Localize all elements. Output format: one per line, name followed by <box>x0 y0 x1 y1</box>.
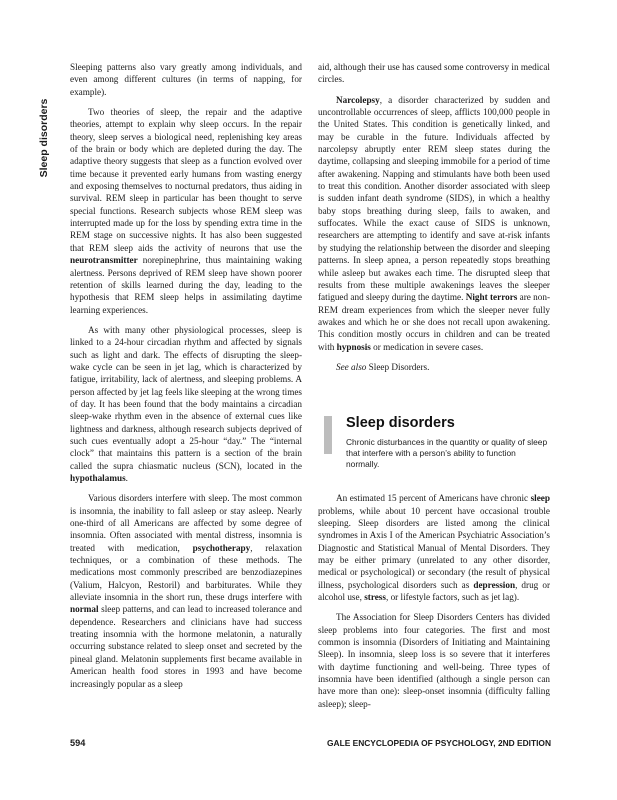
see-also <box>336 361 550 373</box>
cross-reference-term[interactable]: psychotherapy <box>192 542 251 553</box>
page-footer <box>70 738 551 752</box>
text-run: Two theories of sleep, the repair and the adaptive theories, attempt to explain why sleep occurs. In the repair theory, sleep serves a biological need, replenishing key areas of the brain or body which are depleted during the day. The adaptive theory suggests that sleep as a function evolved over time because it prevented early humans from wasting energy and exposing themselves to nocturnal predators, thus aiding in survival. REM sleep in particular has been thought to serve special functions. Research subjects whose REM sleep was interrupted made up for the loss by spending extra time in the REM stage on successive nights. It has also been suggested that REM sleep aids the activity of neurons that use the <box>70 107 302 253</box>
text-run: , or lifestyle factors, such as jet lag). <box>385 592 520 602</box>
paragraph <box>70 106 302 316</box>
text-run: . <box>125 473 128 483</box>
running-head <box>36 98 52 178</box>
text-run: Sleeping patterns also vary greatly among individuals, and even among different cultures (in terms of napping, for example). <box>70 62 302 97</box>
entry-definition: Chronic disturbances in the quantity or quality of sleep that interfere with a person’s ability to function normally. <box>346 437 548 470</box>
text-run: , a disorder characterized by sudden and uncontrollable occurrences of sleep, afflicts 100,000 people in the United States. This condition is genetically linked, and may be curable in the future. Individuals affected by narcolepsy abruptly enter REM sleep states during the daytime, collapsing and sleeping immobile for a period of time after awakening. Napping and stimulants have both been used to treat this condition. Another disorder associated with sleep is sudden infant death syndrome (SIDS), in which a healthy baby stops breathing during sleep, fails to awaken, and suffocates. While the exact cause of SIDS is unknown, researchers are attempting to identify and save at-risk infants by studying the relationship between the disorder and sleeping patterns. In sleep apnea, a person repeatedly stops breathing while asleep but awakes each time. The disrupted sleep that results from these multiple awakenings leaves the sleeper fatigued and sleepy during the daytime. <box>318 94 550 303</box>
entry-title: Sleep disorders <box>346 415 455 432</box>
text-run: , relaxation techniques, or a combination of these methods. The medications most commonly prescribed are benzodiazepines (Valium, Halcyon, Restoril) and barbiturates. While they alleviate insomnia in the short run, these drugs interfere with <box>70 542 303 603</box>
cross-reference-term[interactable]: Night terrors <box>465 292 518 303</box>
paragraph <box>318 492 550 603</box>
text-run: or medication in severe cases. <box>370 341 484 352</box>
text-run: An estimated 15 percent of Americans have chronic <box>336 493 531 504</box>
right-column-bottom <box>318 492 550 710</box>
page-number: 594 <box>70 738 86 748</box>
see-also-label: See also <box>336 361 367 372</box>
right-column <box>318 61 550 718</box>
text-run: sleep patterns, and can lead to increased tolerance and dependence. Researchers and clinicians have had success treating insomnia with the hormone melatonin, a naturally occurring substance related to sleep onset and secreted by the pineal gland. Melatonin supplements first became available in American health food stores in 1993 and have become increasingly popular as a sleep <box>70 604 302 689</box>
cross-reference-term[interactable]: normal <box>70 604 99 615</box>
publication-title: GALE ENCYCLOPEDIA OF PSYCHOLOGY, 2ND EDITION <box>327 738 551 748</box>
paragraph <box>70 324 302 484</box>
text-run: , drug or alcohol use, <box>318 579 551 602</box>
text-run: problems, while about 10 percent have occasional trouble sleeping. Sleep disorders are listed among the clinical syndromes in Axis I of the American Psychiatric Association’s Diagnostic and Statistical Manual of Mental Disorders. They may be either primary (unrelated to any other disorder, medical or psychological) or secondary (the result of physical illness, psychological disorders such as <box>318 505 550 590</box>
paragraph <box>70 492 302 690</box>
paragraph <box>70 61 302 98</box>
text-run: As with many other physiological processes, sleep is linked to a 24-hour circadian rhythm and affected by signals such as light and dark. The effects of disrupting the sleep-wake cycle can be seen in jet lag, which is characterized by fatigue, irritability, lack of alertness, and sleeping problems. A person affected by jet lag feels like sleeping at the wrong times of day. It has been found that the body maintains a circadian sleep-wake rhythm even in the absence of external cues like lightness and darkness, although research subjects deprived of such cues eventually adopt a 25-hour “day.” The “internal clock” that maintains this pattern is a section of the brain called the supra chiasmatic nucleus (SCN), located in the <box>70 324 302 471</box>
cross-reference-term[interactable]: hypothalamus <box>70 473 126 483</box>
entry-marker-bar <box>324 416 332 454</box>
paragraph <box>318 61 550 86</box>
cross-reference-term[interactable]: depression <box>473 579 516 590</box>
cross-reference-term[interactable]: stress <box>364 592 386 602</box>
entry-header <box>318 413 550 470</box>
cross-reference-term[interactable]: Narcolepsy <box>336 94 380 105</box>
see-also-target[interactable]: Sleep Disorders. <box>366 361 430 372</box>
cross-reference-term[interactable]: neurotransmitter <box>70 255 138 266</box>
running-head-text: Sleep disorders <box>38 98 50 178</box>
text-run: The Association for Sleep Disorders Centers has divided sleep problems into four categories. The first and most common is insomnia (Disorders of Initiating and Maintaining Sleep). In insomnia, sleep loss is so severe that it interferes with daytime functioning and well-being. Three types of insomnia have been identified (although a single person can have more than one): sleep-onset insomnia (difficulty falling asleep); sleep- <box>318 612 550 709</box>
text-run: Various disorders interfere with sleep. The most common is insomnia, the inability to fall asleep or stay asleep. Nearly one-third of all Americans are affected by some degree of insomnia. Often associated with mental distress, insomnia is treated with medication, <box>70 493 302 553</box>
left-column <box>70 61 302 698</box>
cross-reference-term[interactable]: sleep <box>530 493 550 504</box>
paragraph <box>318 94 550 353</box>
cross-reference-term[interactable]: hypnosis <box>336 341 371 352</box>
right-column-top <box>318 61 550 353</box>
text-run: norepinephrine, thus maintaining waking alertness. Persons deprived of REM sleep have shown poorer retention of skills learned during the day, leading to the hypothesis that REM sleep helps in assimilating daytime learning experiences. <box>70 255 302 315</box>
text-run: aid, although their use has caused some controversy in medical circles. <box>318 62 550 85</box>
paragraph <box>318 611 550 710</box>
text-run: are non-REM dream experiences from which the sleeper never fully awakes and which he or she does not recall upon awakening. This condition mostly occurs in children and can be treated with <box>318 292 551 352</box>
